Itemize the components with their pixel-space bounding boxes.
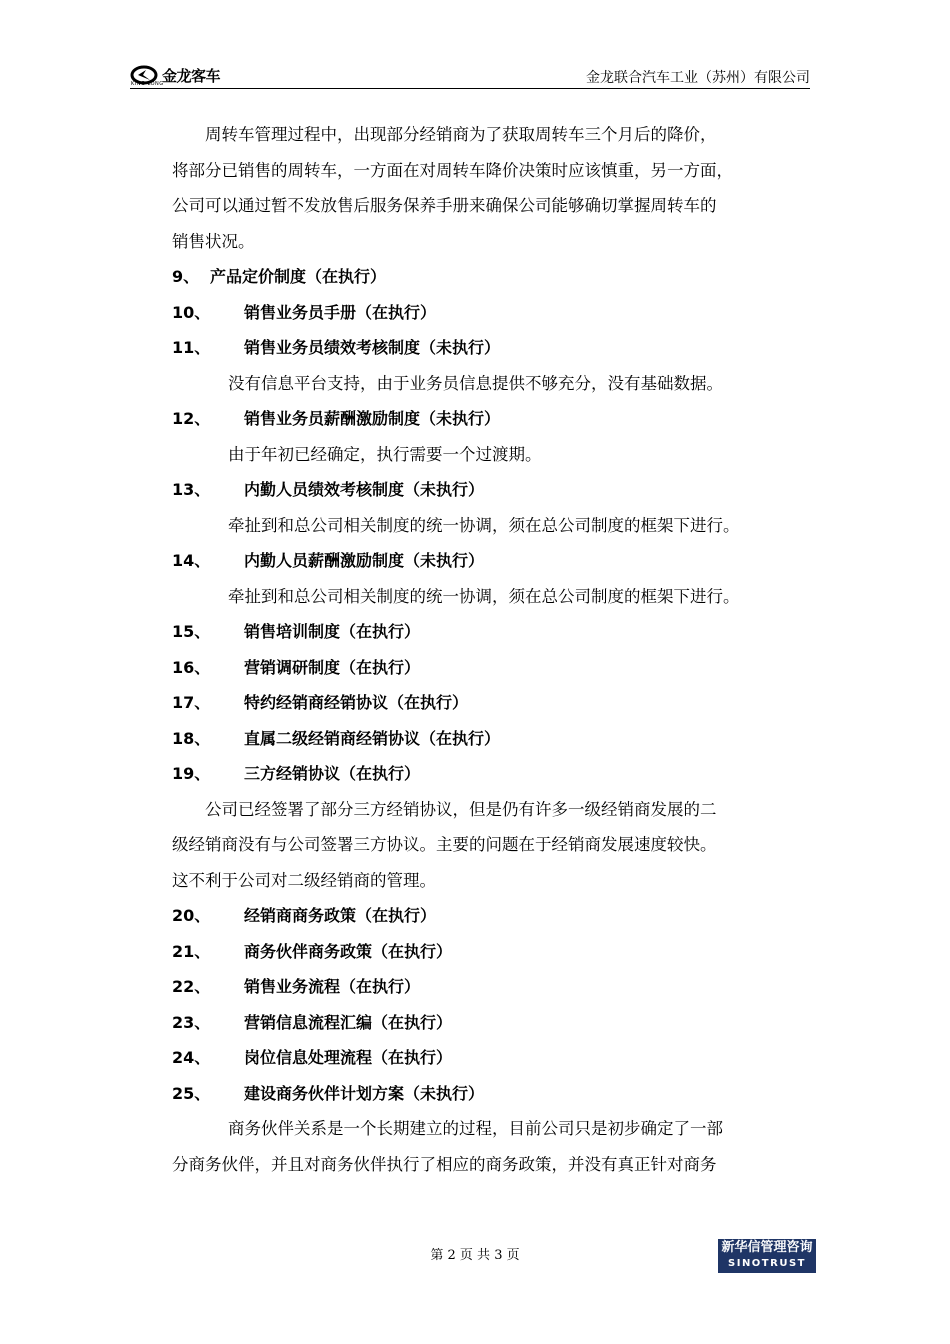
paragraph-line: 销售状况。 xyxy=(172,231,255,251)
section-number: 24、 xyxy=(172,1048,211,1067)
section-title: 特约经销商经销协议（在执行） xyxy=(244,693,469,712)
section-note: 牵扯到和总公司相关制度的统一协调，须在总公司制度的框架下进行。 xyxy=(228,515,740,535)
paragraph-line: 公司已经签署了部分三方经销协议，但是仍有许多一级经销商发展的二 xyxy=(205,799,717,819)
paragraph-line: 周转车管理过程中，出现部分经销商为了获取周转车三个月后的降价， xyxy=(205,125,717,144)
section-title: 三方经销协议（在执行） xyxy=(244,764,421,783)
section-title: 内勤人员薪酬激励制度（未执行） xyxy=(244,551,485,570)
section-heading xyxy=(172,472,822,508)
section-number: 23、 xyxy=(172,1012,211,1032)
section-number: 12、 xyxy=(172,409,211,428)
section-title: 内勤人员绩效考核制度（未执行） xyxy=(244,480,485,499)
company-name: 金龙联合汽车工业（苏州）有限公司 xyxy=(586,70,810,86)
section-title: 直属二级经销商经销协议（在执行） xyxy=(244,728,501,748)
section-title: 销售业务员绩效考核制度（未执行） xyxy=(244,338,501,357)
section-title: 营销调研制度（在执行） xyxy=(244,657,421,677)
section-heading xyxy=(172,969,822,1005)
section-note: 牵扯到和总公司相关制度的统一协调，须在总公司制度的框架下进行。 xyxy=(228,586,740,606)
section-number: 20、 xyxy=(172,906,211,925)
brand-name-cn: 新华信管理咨询 xyxy=(721,1240,813,1255)
section-heading xyxy=(172,898,822,934)
section-number: 21、 xyxy=(172,941,211,961)
page-header xyxy=(130,62,810,89)
paragraph-line: 将部分已销售的周转车，一方面在对周转车降价决策时应该慎重，另一方面， xyxy=(172,160,733,180)
section-heading xyxy=(172,614,822,650)
section-number: 17、 xyxy=(172,693,211,712)
kinglong-logo xyxy=(130,62,220,88)
section-heading xyxy=(172,1076,822,1112)
section-number: 11、 xyxy=(172,338,211,357)
section-title: 岗位信息处理流程（在执行） xyxy=(244,1048,453,1067)
paragraph-line: 这不利于公司对二级经销商的管理。 xyxy=(172,870,436,890)
logo-text: 金龙客车 xyxy=(162,66,221,85)
section-number: 16、 xyxy=(172,657,211,677)
section-title: 产品定价制度（在执行） xyxy=(210,267,387,286)
section-heading xyxy=(172,295,822,331)
section-heading xyxy=(172,1040,822,1076)
section-title: 建设商务伙伴计划方案（未执行） xyxy=(244,1083,485,1103)
section-number: 9、 xyxy=(172,267,200,286)
paragraph-line: 级经销商没有与公司签署三方协议。主要的问题在于经销商发展速度较快。 xyxy=(172,835,717,854)
section-heading xyxy=(172,1005,822,1041)
section-number: 18、 xyxy=(172,728,211,748)
section-title: 销售业务员薪酬激励制度（未执行） xyxy=(244,409,501,428)
section-number: 14、 xyxy=(172,551,211,570)
section-title: 销售业务流程（在执行） xyxy=(244,977,421,996)
section-number: 15、 xyxy=(172,622,211,641)
section-heading xyxy=(172,259,822,295)
sinotrust-logo xyxy=(718,1239,816,1273)
section-heading xyxy=(172,756,822,792)
section-title: 经销商商务政策（在执行） xyxy=(244,906,437,925)
page-number: 第 2 页 共 3 页 xyxy=(430,1248,520,1263)
paragraph-line: 分商务伙伴，并且对商务伙伴执行了相应的商务政策，并没有真正针对商务 xyxy=(172,1154,717,1174)
section-number: 22、 xyxy=(172,977,211,996)
section-number: 19、 xyxy=(172,764,211,783)
section-note: 没有信息平台支持，由于业务员信息提供不够充分，没有基础数据。 xyxy=(228,373,723,393)
section-number: 25、 xyxy=(172,1083,211,1103)
section-number: 13、 xyxy=(172,480,211,499)
section-title: 销售业务员手册（在执行） xyxy=(244,302,437,322)
paragraph-line: 商务伙伴关系是一个长期建立的过程，目前公司只是初步确定了一部 xyxy=(228,1119,723,1138)
section-heading xyxy=(172,934,822,970)
brand-name-en: SINOTRUST xyxy=(728,1258,806,1269)
section-title: 销售培训制度（在执行） xyxy=(244,622,421,641)
section-heading xyxy=(172,685,822,721)
section-heading xyxy=(172,401,822,437)
section-title: 营销信息流程汇编（在执行） xyxy=(244,1012,453,1032)
section-title: 商务伙伴商务政策（在执行） xyxy=(244,941,453,961)
document-body xyxy=(172,117,822,1182)
logo-subtext: KING LONG xyxy=(131,81,164,87)
section-heading xyxy=(172,721,822,757)
section-heading xyxy=(172,543,822,579)
section-heading xyxy=(172,650,822,686)
section-number: 10、 xyxy=(172,302,211,322)
paragraph-line: 公司可以通过暂不发放售后服务保养手册来确保公司能够确切掌握周转车的 xyxy=(172,196,717,215)
section-heading xyxy=(172,330,822,366)
section-note: 由于年初已经确定，执行需要一个过渡期。 xyxy=(228,444,542,464)
